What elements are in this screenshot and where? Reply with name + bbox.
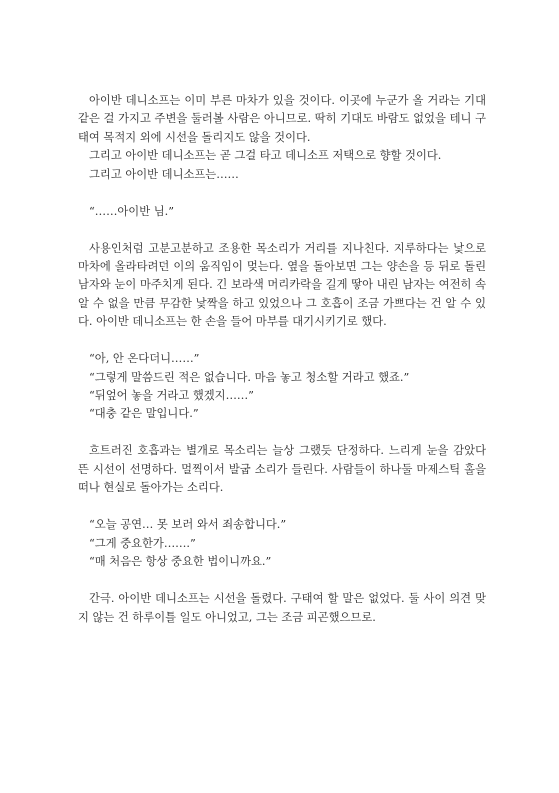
dialogue-line: “아, 안 온다더니……” <box>89 352 200 366</box>
dialogue-line: “뒤엎어 놓을 거라고 했겠지……” <box>89 389 254 403</box>
paragraph: 그리고 아이반 데니소프는 곧 그걸 타고 데니소프 저택으로 향할 것이다. <box>89 149 442 163</box>
paragraph: 그리고 아이반 데니소프는…… <box>89 167 239 181</box>
paragraph: 간극. 아이반 데니소프는 시선을 돌렸다. 구태여 할 말은 없었다. 둘 사이 의견 맞지 않는 건 하루이틀 일도 아니었고, 그는 조금 피곤했으므로. <box>78 592 486 624</box>
dialogue-line: “그렇게 말씀드린 적은 없습니다. 마음 놓고 청소할 거라고 했죠.” <box>89 370 410 384</box>
paragraph: 아이반 데니소프는 이미 부른 마차가 있을 것이다. 이곳에 누군가 올 거라는 기대 같은 걸 가지고 주변을 둘러볼 사람은 아니므로. 딱히 기대도 바람도 없었을 테니 구태여 목적지 외에 시선을 돌리지도 않을 것이다. <box>78 94 486 144</box>
paragraph: 사용인처럼 고분고분하고 조용한 목소리가 거리를 지나친다. 지루하다는 낯으로 마차에 올라타려던 이의 움직임이 멎는다. 옆을 돌아보면 그는 양손을 등 뒤로 돌린 남자와 눈이 마주치게 된다. 긴 보라색 머리카락을 길게 땋아 내린 남자는 여전히 속 알 수 없을 만큼 무감한 낯짝을 하고 있었으나 그 호흡이 조금 가쁘다는 건 알 수 있다. 아이반 데니소프는 한 손을 들어 마부를 대기시키기로 했다. <box>78 241 486 329</box>
paragraph: 흐트러진 호흡과는 별개로 목소리는 늘상 그랬듯 단정하다. 느리게 눈을 감았다 뜬 시선이 선명하다. 멀찍이서 발굽 소리가 들린다. 사람들이 하나둘 마제스틱 홀을 떠나 현실로 돌아가는 소리다. <box>78 444 486 495</box>
dialogue-line: “오늘 공연… 못 보러 와서 죄송합니다.” <box>89 518 287 532</box>
dialogue-line: “그게 중요한가…….” <box>89 536 196 550</box>
dialogue-line: “……아이반 님.” <box>89 204 174 218</box>
body-text <box>78 92 486 627</box>
dialogue-line: “대충 같은 말입니다.” <box>89 407 199 421</box>
dialogue-line: “매 처음은 항상 중요한 법이니까요.” <box>89 555 272 569</box>
